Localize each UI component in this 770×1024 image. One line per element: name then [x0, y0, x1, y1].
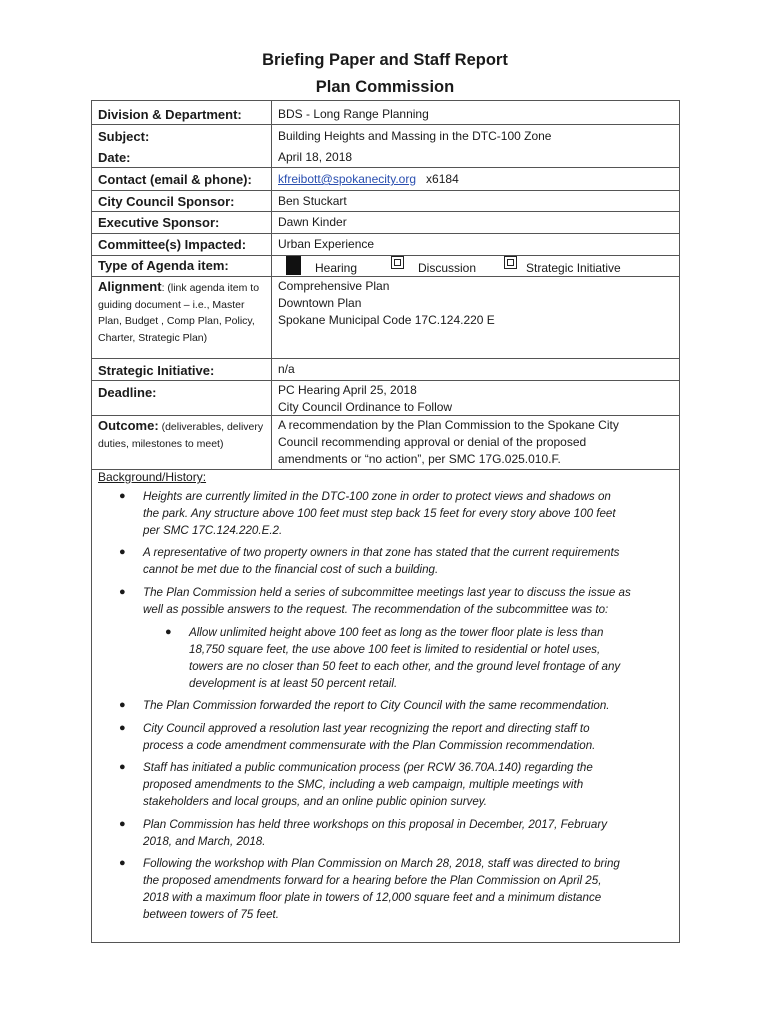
strategic-initiative-value: n/a — [278, 362, 295, 376]
council-sponsor-value: Ben Stuckart — [278, 194, 347, 208]
exec-sponsor-value: Dawn Kinder — [278, 215, 347, 229]
background-item-line: towers are no closer than 50 feet to each other, and the ground level frontage of any — [189, 660, 621, 673]
alignment-label-bold: Alignment — [98, 279, 162, 294]
background-subitem — [165, 624, 667, 692]
outcome-label-bold: Outcome: — [98, 418, 159, 433]
deadline-label: Deadline: — [98, 385, 157, 400]
division-value: BDS - Long Range Planning — [278, 107, 429, 121]
alignment-value-2: Downtown Plan — [278, 296, 362, 310]
background-item-line: Following the workshop with Plan Commission on March 28, 2018, staff was directed to bring — [143, 857, 620, 870]
bullet-icon: ● — [165, 626, 172, 638]
background-item — [119, 816, 673, 850]
outcome-value-1: A recommendation by the Plan Commission to the Spokane City — [278, 418, 619, 432]
bullet-icon: ● — [119, 722, 126, 734]
agenda-type-label: Type of Agenda item: — [98, 258, 229, 273]
alignment-value-1: Comprehensive Plan — [278, 279, 390, 293]
background-item — [119, 697, 673, 714]
background-item — [119, 759, 673, 810]
date-label: Date: — [98, 150, 131, 165]
background-item-line: The Plan Commission forwarded the report to City Council with the same recommendation. — [143, 699, 610, 712]
outcome-value-2: Council recommending approval or denial of the proposed — [278, 435, 587, 449]
background-item — [119, 855, 673, 923]
council-sponsor-label: City Council Sponsor: — [98, 194, 235, 209]
background-item-line: Staff has initiated a public communication process (per RCW 36.70A.140) regarding the — [143, 761, 593, 774]
bullet-icon: ● — [119, 818, 126, 830]
background-item-line: stakeholders and local groups, and an online public opinion survey. — [143, 795, 487, 808]
document-title: Briefing Paper and Staff Report — [262, 51, 508, 69]
committee-value: Urban Experience — [278, 237, 375, 251]
bullet-icon: ● — [119, 761, 126, 773]
background-item-line: A representative of two property owners in that zone has stated that the current requirements — [143, 546, 620, 559]
hearing-checkbox[interactable] — [286, 256, 301, 275]
bullet-icon: ● — [119, 586, 126, 598]
deadline-value-2: City Council Ordinance to Follow — [278, 400, 453, 414]
alignment-value-3: Spokane Municipal Code 17C.124.220 E — [278, 313, 495, 327]
background-item-line: the park. Any structure above 100 feet must step back 15 feet for every story above 100 feet — [143, 507, 616, 520]
alignment-label — [98, 279, 268, 346]
background-item-line: well as possible answers to the request. The recommendation of the subcommittee was to: — [143, 603, 609, 616]
background-item-line: 2018 with a maximum floor plate in towers of 12,000 square feet and a minimum distance — [143, 891, 602, 904]
outcome-label — [98, 418, 268, 452]
background-item — [119, 720, 673, 754]
deadline-value-1: PC Hearing April 25, 2018 — [278, 383, 417, 397]
background-item-line: The Plan Commission held a series of subcommittee meetings last year to discuss the issue as — [143, 586, 631, 599]
bullet-icon: ● — [119, 699, 126, 711]
background-item-line: Plan Commission has held three workshops on this proposal in December, 2017, February — [143, 818, 607, 831]
subject-value: Building Heights and Massing in the DTC-100 Zone — [278, 129, 552, 143]
hearing-option-label: Hearing — [315, 261, 358, 275]
background-item-line: Heights are currently limited in the DTC-100 zone in order to protect views and shadows on — [143, 490, 611, 503]
background-item — [119, 584, 673, 618]
contact-phone: x6184 — [426, 172, 459, 186]
background-item-line: proposed amendments to the SMC, including a web campaign, multiple meetings with — [143, 778, 584, 791]
row-divider — [91, 167, 680, 168]
division-label: Division & Department: — [98, 107, 242, 122]
row-divider — [91, 255, 680, 256]
row-divider — [91, 276, 680, 277]
row-divider — [91, 124, 680, 125]
row-divider — [91, 233, 680, 234]
row-divider — [91, 380, 680, 381]
committee-label: Committee(s) Impacted: — [98, 237, 247, 252]
contact-label: Contact (email & phone): — [98, 172, 252, 187]
background-item-line: City Council approved a resolution last year recognizing the report and directing staff to — [143, 722, 590, 735]
background-item-line: Allow unlimited height above 100 feet as long as the tower floor plate is less than — [189, 626, 604, 639]
subject-label: Subject: — [98, 129, 150, 144]
strategic-initiative-checkbox[interactable] — [504, 256, 517, 269]
document-subtitle: Plan Commission — [315, 78, 455, 96]
background-item-line: between towers of 75 feet. — [143, 908, 279, 921]
strategic-initiative-option-label: Strategic Initiative — [526, 261, 621, 275]
bullet-icon: ● — [119, 490, 126, 502]
row-divider — [91, 190, 680, 191]
discussion-option-label: Discussion — [418, 261, 477, 275]
background-item — [119, 544, 673, 578]
bullet-icon: ● — [119, 546, 126, 558]
background-item-line: the proposed amendments forward for a hearing before the Plan Commission on April 25, — [143, 874, 602, 887]
discussion-checkbox[interactable] — [391, 256, 404, 269]
background-item-line: 2018, and March, 2018. — [143, 835, 266, 848]
row-divider — [91, 211, 680, 212]
alignment-note: : (link agenda item to guiding document – i.e., Master Plan, Budget , Comp Plan, Policy, Charter, Strategic Plan) — [98, 282, 260, 344]
exec-sponsor-label: Executive Sponsor: — [98, 215, 220, 230]
date-value: April 18, 2018 — [278, 150, 353, 164]
background-heading: Background/History: — [98, 470, 207, 484]
background-item-line: per SMC 17C.124.220.E.2. — [143, 524, 283, 537]
strategic-initiative-label: Strategic Initiative: — [98, 363, 215, 378]
background-item-line: development is at least 50 percent retail. — [189, 677, 398, 690]
outcome-note: (deliverables, delivery duties, milestones to meet) — [98, 421, 264, 450]
contact-email-link[interactable]: kfreibott@spokanecity.org — [278, 172, 417, 186]
background-item-line: 18,750 square feet, the use above 100 feet is limited to residential or hotel uses, — [189, 643, 601, 656]
outcome-value-3: amendments or “no action”, per SMC 17G.025.010.F. — [278, 452, 561, 466]
row-divider — [91, 358, 680, 359]
background-item-line: cannot be met due to the financial cost of such a building. — [143, 563, 439, 576]
contact-value — [278, 171, 459, 188]
background-item — [119, 488, 673, 539]
bullet-icon: ● — [119, 857, 126, 869]
background-item-line: process a code amendment commensurate with the Plan Commission recommendation. — [143, 739, 596, 752]
